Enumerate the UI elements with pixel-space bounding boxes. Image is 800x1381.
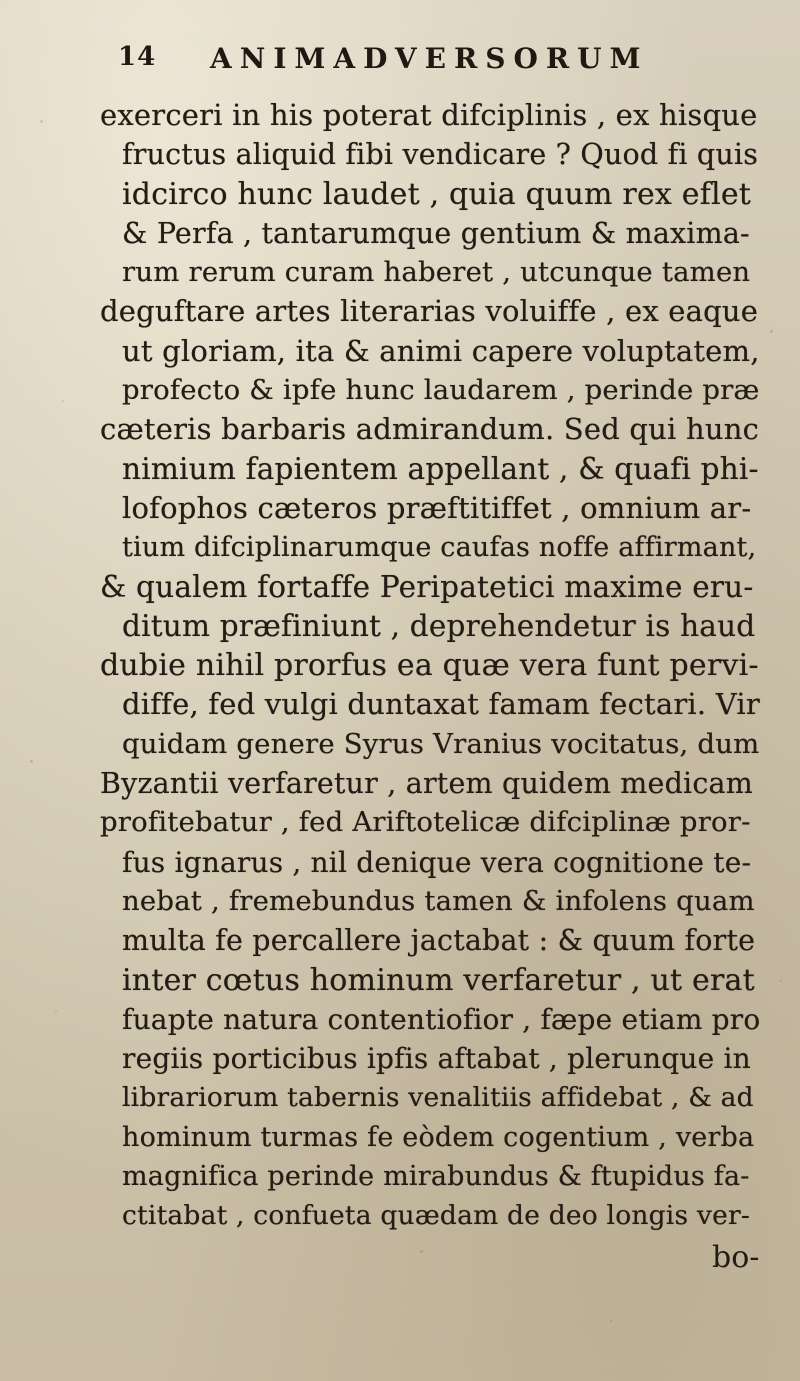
text-line: profitebatur , fed Ariftotelicæ difciplinæ pror-: [100, 806, 751, 839]
text-line: inter cœtus hominum verfaretur , ut erat: [122, 962, 755, 998]
text-line: nimium fapientem appellant , & quafi phi-: [122, 451, 759, 486]
text-line: ut gloriam, ita & animi capere voluptatem,: [122, 333, 760, 368]
page-header: [118, 36, 758, 86]
text-line: cæteris barbaris admirandum. Sed qui hunc: [100, 412, 760, 447]
text-line: tium difciplinarumque caufas noffe affirmant,: [122, 532, 757, 564]
text-line: rum rerum curam haberet , utcunque tamen: [122, 256, 751, 289]
text-line: regiis porticibus ipfis aftabat , plerunque in: [122, 1042, 751, 1076]
text-line: fus ignarus , nil denique vera cognitione te-: [122, 845, 752, 879]
text-line: librariorum tabernis venalitiis affidebat , & ad: [122, 1082, 754, 1114]
text-line: idcirco hunc laudet , quia quum rex eflet: [122, 176, 752, 212]
text-line: & qualem fortaffe Peripatetici maxime eru-: [100, 569, 754, 604]
text-line: dubie nihil prorfus ea quæ vera funt pervi-: [100, 648, 759, 684]
text-line: fructus aliquid fibi vendicare ? Quod fi quis: [122, 138, 759, 172]
text-line: deguftare artes literarias voluiffe , ex eaque: [100, 294, 759, 329]
text-line: & Perfa , tantarumque gentium & maxima-: [122, 216, 750, 250]
text-line: exerceri in his poterat difciplinis , ex hisque: [100, 98, 758, 132]
text-line: nebat , fremebundus tamen & infolens quam: [122, 884, 755, 917]
text-line: hominum turmas fe eòdem cogentium , verba: [122, 1121, 755, 1153]
catchword: bo-: [712, 1240, 760, 1275]
running-head: ANIMADVERSORUM: [210, 42, 649, 75]
text-line: diffe, fed vulgi duntaxat famam fectari. Vir: [122, 687, 760, 722]
text-line: ditum præfiniunt , deprehendetur is haud: [122, 608, 756, 643]
text-line: multa fe percallere jactabat : & quum forte: [122, 924, 756, 958]
text-line: lofophos cæteros præftitiffet , omnium ar-: [122, 490, 752, 525]
text-line: magnifica perinde mirabundus & ftupidus fa-: [122, 1161, 750, 1193]
text-line: profecto & ipfe hunc laudarem , perinde præ: [122, 374, 760, 407]
page-number: 14: [118, 42, 157, 72]
text-line: Byzantii verfaretur , artem quidem medicam: [100, 767, 753, 801]
text-line: ctitabat , confueta quædam de deo longis ver-: [122, 1200, 750, 1232]
text-line: quidam genere Syrus Vranius vocitatus, dum: [122, 727, 760, 760]
text-line: fuapte natura contentiofior , fæpe etiam pro: [122, 1002, 761, 1036]
body-text: [100, 96, 760, 1236]
